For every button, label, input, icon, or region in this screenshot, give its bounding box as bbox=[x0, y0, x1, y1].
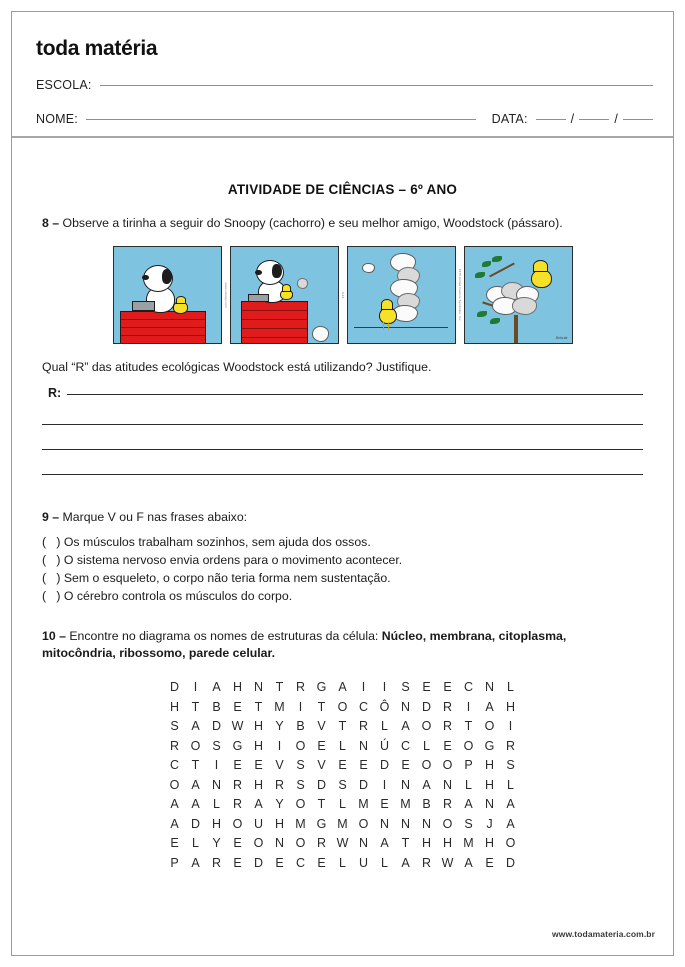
woodstock-tuft bbox=[176, 296, 187, 304]
answer-line-3[interactable] bbox=[42, 449, 643, 450]
word-search-cell[interactable]: N bbox=[253, 680, 264, 695]
word-search-cell[interactable]: L bbox=[381, 719, 388, 734]
tree-leaf bbox=[475, 272, 485, 278]
word-search-cell[interactable]: C bbox=[400, 738, 411, 753]
word-search-cell[interactable]: L bbox=[423, 738, 430, 753]
list-item[interactable]: ( ) O cérebro controla os músculos do corpo. bbox=[42, 589, 293, 604]
word-search-cell[interactable]: H bbox=[484, 836, 495, 851]
word-search-cell[interactable]: D bbox=[211, 719, 222, 734]
word-search-cell[interactable]: A bbox=[212, 680, 221, 695]
word-search-cell[interactable]: A bbox=[191, 855, 200, 870]
question-10-statement bbox=[42, 628, 643, 664]
word-search-cell[interactable]: W bbox=[231, 719, 244, 734]
word-search-cell[interactable]: D bbox=[169, 680, 180, 695]
word-search-cell[interactable]: A bbox=[191, 797, 200, 812]
question-8-answer-area bbox=[42, 386, 643, 475]
word-search-cell[interactable]: Y bbox=[212, 836, 221, 851]
word-search-cell[interactable]: N bbox=[358, 738, 369, 753]
word-search-cell[interactable]: V bbox=[317, 758, 326, 773]
answer-first-row bbox=[42, 386, 643, 400]
word-search-cell[interactable]: L bbox=[381, 855, 388, 870]
word-search-cell[interactable]: C bbox=[295, 855, 306, 870]
tree-leaf bbox=[490, 318, 500, 324]
word-search-cell[interactable]: N bbox=[358, 836, 369, 851]
header-divider bbox=[12, 136, 673, 138]
word-search-cell[interactable]: A bbox=[170, 816, 179, 831]
word-search-cell[interactable]: J bbox=[486, 816, 493, 831]
woodstock-tuft bbox=[533, 260, 548, 272]
word-search-cell[interactable]: S bbox=[296, 758, 305, 773]
word-search-cell[interactable]: H bbox=[253, 777, 264, 792]
word-search-cell[interactable]: N bbox=[400, 777, 411, 792]
date-year-input[interactable] bbox=[623, 119, 653, 120]
word-search-cell[interactable]: O bbox=[232, 816, 243, 831]
comic-panel-3 bbox=[347, 246, 456, 344]
word-search-cell[interactable]: A bbox=[191, 719, 200, 734]
word-search-cell[interactable]: L bbox=[339, 797, 346, 812]
name-field-row bbox=[36, 112, 653, 126]
word-search-cell[interactable]: R bbox=[358, 719, 369, 734]
word-search-cell[interactable]: N bbox=[400, 816, 411, 831]
word-search-cell[interactable]: O bbox=[421, 758, 432, 773]
question-10 bbox=[42, 628, 643, 873]
word-search-cell[interactable]: O bbox=[253, 836, 264, 851]
word-search-cell[interactable]: D bbox=[190, 816, 201, 831]
word-search-cell[interactable]: E bbox=[233, 855, 242, 870]
word-search-cell[interactable]: H bbox=[505, 699, 516, 714]
crumpled-paper bbox=[312, 326, 329, 341]
word-search-cell[interactable]: S bbox=[506, 758, 515, 773]
word-search-cell[interactable]: G bbox=[316, 816, 327, 831]
word-search-cell[interactable]: B bbox=[212, 699, 221, 714]
school-label: ESCOLA: bbox=[36, 78, 92, 92]
snoopy-ear bbox=[162, 269, 173, 284]
word-search-cell[interactable]: T bbox=[317, 797, 326, 812]
word-search-cell[interactable]: O bbox=[421, 719, 432, 734]
answer-label: R: bbox=[48, 386, 62, 401]
word-search-cell[interactable]: A bbox=[506, 797, 515, 812]
question-9 bbox=[42, 509, 643, 605]
word-search-cell[interactable]: T bbox=[254, 699, 263, 714]
word-search-cell[interactable]: E bbox=[254, 758, 263, 773]
word-search-cell[interactable]: P bbox=[170, 855, 179, 870]
name-label: NOME: bbox=[36, 112, 78, 126]
comic-panel-1 bbox=[113, 246, 222, 344]
word-search-cell[interactable]: N bbox=[442, 777, 453, 792]
word-search-cell[interactable]: A bbox=[401, 719, 410, 734]
word-search-cell[interactable]: C bbox=[463, 680, 474, 695]
word-search-cell[interactable]: E bbox=[359, 758, 368, 773]
list-item[interactable]: ( ) O sistema nervoso envia ordens para o movimento acontecer. bbox=[42, 553, 403, 568]
word-search-cell[interactable]: A bbox=[401, 855, 410, 870]
word-search-cell[interactable]: N bbox=[400, 699, 411, 714]
word-search-cell[interactable]: A bbox=[170, 797, 179, 812]
artist-signature: Schulz bbox=[555, 335, 568, 341]
word-search-cell[interactable]: I bbox=[466, 699, 471, 714]
tree-leaf bbox=[477, 311, 487, 317]
word-search-row bbox=[164, 814, 521, 834]
crumpled-paper bbox=[297, 278, 309, 289]
word-search-cell[interactable]: N bbox=[421, 816, 432, 831]
word-search-cell[interactable]: H bbox=[211, 816, 222, 831]
question-9-statement bbox=[42, 509, 643, 526]
word-search-cell[interactable]: N bbox=[484, 797, 495, 812]
word-search-cell[interactable]: T bbox=[464, 719, 473, 734]
word-search-cell[interactable]: T bbox=[401, 836, 410, 851]
word-search-cell[interactable]: E bbox=[401, 758, 410, 773]
tree-leaf bbox=[492, 256, 502, 262]
word-search-cell[interactable]: L bbox=[339, 855, 346, 870]
word-search-row bbox=[164, 697, 521, 717]
word-search-cell[interactable]: R bbox=[295, 680, 306, 695]
word-search-cell[interactable]: S bbox=[338, 777, 347, 792]
word-search-cell[interactable]: O bbox=[505, 836, 516, 851]
word-search-row bbox=[164, 736, 521, 756]
tree-leaf bbox=[482, 261, 492, 267]
word-search-cell[interactable]: N bbox=[484, 680, 495, 695]
word-search-row bbox=[164, 794, 521, 814]
word-search-cell[interactable]: L bbox=[507, 680, 514, 695]
question-8-number: 8 – bbox=[42, 216, 60, 230]
brand-logo: toda matéria bbox=[36, 37, 158, 60]
word-search-cell[interactable]: A bbox=[191, 777, 200, 792]
date-month-input[interactable] bbox=[579, 119, 609, 120]
comic-panel-2 bbox=[230, 246, 339, 344]
word-search-cell[interactable]: E bbox=[443, 738, 452, 753]
word-search-cell[interactable]: D bbox=[316, 777, 327, 792]
word-search-cell[interactable]: E bbox=[275, 855, 284, 870]
word-search-cell[interactable]: A bbox=[338, 680, 347, 695]
word-search-cell[interactable]: M bbox=[274, 699, 285, 714]
question-8-text: Observe a tirinha a seguir do Snoopy (cachorro) e seu melhor amigo, Woodstock (pássaro). bbox=[62, 216, 563, 230]
word-search-cell[interactable]: L bbox=[213, 797, 220, 812]
word-search-cell[interactable]: U bbox=[358, 855, 369, 870]
word-search-cell[interactable]: S bbox=[464, 816, 473, 831]
word-search-cell[interactable]: E bbox=[338, 758, 347, 773]
word-search-cell[interactable]: O bbox=[442, 758, 453, 773]
word-search-cell[interactable]: I bbox=[382, 777, 387, 792]
word-search-cell[interactable]: E bbox=[317, 855, 326, 870]
question-8-prompt: Qual “R” das atitudes ecológicas Woodstock está utilizando? Justifique. bbox=[42, 360, 432, 375]
woodstock-tuft bbox=[282, 284, 291, 292]
question-8-statement bbox=[42, 215, 643, 232]
comic-credit-1: www.snoopy.com bbox=[223, 282, 228, 309]
word-search-cell[interactable]: B bbox=[296, 719, 305, 734]
word-search-cell[interactable]: I bbox=[382, 680, 387, 695]
word-search-cell[interactable]: H bbox=[169, 699, 180, 714]
question-10-number: 10 – bbox=[42, 628, 66, 643]
word-search-cell[interactable]: I bbox=[361, 680, 366, 695]
word-search-cell[interactable]: R bbox=[442, 699, 453, 714]
tree-trunk bbox=[514, 315, 518, 344]
word-search-cell[interactable]: O bbox=[337, 699, 348, 714]
word-search-cell[interactable]: O bbox=[190, 738, 201, 753]
word-search-cell[interactable]: O bbox=[463, 738, 474, 753]
word-search-cell[interactable]: E bbox=[170, 836, 179, 851]
ground-line bbox=[354, 327, 448, 328]
word-search-cell[interactable]: S bbox=[401, 680, 410, 695]
word-search-cell[interactable]: N bbox=[274, 836, 285, 851]
word-search-cell[interactable]: T bbox=[191, 699, 200, 714]
comic-strip bbox=[113, 246, 573, 344]
word-search-cell[interactable]: M bbox=[463, 836, 474, 851]
comic-gutter-2 bbox=[339, 246, 347, 344]
list-item[interactable]: ( ) Os músculos trabalham sozinhos, sem ajuda dos ossos. bbox=[42, 534, 371, 549]
word-search-cell[interactable]: R bbox=[232, 777, 243, 792]
word-search-cell[interactable]: M bbox=[400, 797, 411, 812]
answer-line-1[interactable] bbox=[67, 394, 643, 395]
word-search-cell[interactable]: O bbox=[442, 816, 453, 831]
school-input-line[interactable] bbox=[100, 85, 653, 86]
word-search-cell[interactable]: Y bbox=[275, 797, 284, 812]
word-search-cell[interactable]: S bbox=[296, 777, 305, 792]
crumpled-paper bbox=[362, 263, 375, 274]
word-search-cell[interactable]: L bbox=[507, 777, 514, 792]
comic-gutter-1 bbox=[222, 246, 230, 344]
word-search-cell[interactable]: D bbox=[358, 777, 369, 792]
word-search-cell[interactable]: R bbox=[421, 855, 432, 870]
page-title: ATIVIDADE DE CIÊNCIAS – 6º ANO bbox=[227, 182, 458, 197]
list-item[interactable]: ( ) Sem o esqueleto, o corpo não teria forma nem sustentação. bbox=[42, 571, 391, 586]
word-search-cell[interactable]: E bbox=[422, 680, 431, 695]
typewriter bbox=[132, 301, 155, 311]
word-search-cell[interactable]: O bbox=[169, 777, 180, 792]
word-search-cell[interactable]: U bbox=[253, 816, 264, 831]
word-search-cell[interactable]: O bbox=[295, 738, 306, 753]
snoopy-ear bbox=[272, 264, 282, 278]
date-separator-2: / bbox=[614, 112, 618, 126]
word-search-cell[interactable]: G bbox=[484, 738, 495, 753]
word-search-cell[interactable]: G bbox=[232, 738, 243, 753]
nest-paper bbox=[512, 297, 538, 314]
comic-credit-3: 1975 United Feature Syndicate, Inc. bbox=[457, 269, 462, 322]
word-search-cell[interactable]: H bbox=[484, 777, 495, 792]
word-search-cell[interactable]: T bbox=[317, 699, 326, 714]
word-search-cell[interactable]: C bbox=[358, 699, 369, 714]
word-search-cell[interactable]: O bbox=[295, 836, 306, 851]
word-search-cell[interactable]: R bbox=[232, 797, 243, 812]
question-10-text: Encontre no diagrama os nomes de estruturas da célula: bbox=[69, 628, 382, 643]
woodstock-tuft bbox=[381, 299, 394, 310]
word-search-cell[interactable]: T bbox=[191, 758, 200, 773]
word-search-row bbox=[164, 716, 521, 736]
school-field-row bbox=[36, 78, 653, 92]
word-search-cell[interactable]: R bbox=[442, 797, 453, 812]
word-search-cell[interactable]: L bbox=[339, 738, 346, 753]
word-search-cell[interactable]: H bbox=[442, 836, 453, 851]
word-search-cell[interactable]: L bbox=[192, 836, 199, 851]
word-search-cell[interactable]: E bbox=[233, 758, 242, 773]
question-9-list bbox=[42, 533, 643, 606]
word-search-cell[interactable]: H bbox=[484, 758, 495, 773]
word-search-cell[interactable]: A bbox=[380, 836, 389, 851]
word-search-cell[interactable]: H bbox=[253, 719, 264, 734]
word-search-cell[interactable]: A bbox=[422, 777, 431, 792]
word-search-cell[interactable]: C bbox=[169, 758, 180, 773]
word-search-cell[interactable]: D bbox=[421, 699, 432, 714]
typewriter bbox=[248, 294, 269, 303]
word-search-cell[interactable]: T bbox=[275, 680, 284, 695]
word-search-cell[interactable]: A bbox=[254, 797, 263, 812]
word-search-cell[interactable]: H bbox=[253, 738, 264, 753]
name-input-line[interactable] bbox=[86, 119, 476, 120]
word-search-cell[interactable]: S bbox=[212, 738, 221, 753]
word-search-cell[interactable]: N bbox=[211, 777, 222, 792]
date-label: DATA: bbox=[491, 112, 528, 126]
date-separator-1: / bbox=[570, 112, 575, 126]
answer-line-2[interactable] bbox=[42, 424, 643, 425]
word-search-cell[interactable]: S bbox=[170, 719, 179, 734]
word-search-cell[interactable]: H bbox=[274, 816, 285, 831]
word-search-cell[interactable]: Ô bbox=[379, 699, 390, 714]
word-search-cell[interactable]: R bbox=[505, 738, 516, 753]
word-search-cell[interactable]: E bbox=[233, 836, 242, 851]
word-search-cell[interactable]: I bbox=[508, 719, 513, 734]
comic-gutter-3 bbox=[456, 246, 464, 344]
word-search-cell[interactable]: H bbox=[421, 836, 432, 851]
word-search-cell[interactable]: G bbox=[316, 680, 327, 695]
word-search-row bbox=[164, 833, 521, 853]
word-search-cell[interactable]: P bbox=[464, 758, 473, 773]
word-search-cell[interactable]: R bbox=[316, 836, 327, 851]
word-search-cell[interactable]: D bbox=[379, 758, 390, 773]
question-10-word-list: Núcleo, membrana, citoplasma, mitocôndria, ribossomo, parede celular. bbox=[42, 628, 567, 661]
snoopy-nose bbox=[142, 275, 148, 280]
question-9-number: 9 – bbox=[42, 510, 60, 525]
doghouse-shape bbox=[120, 311, 206, 344]
word-search-cell[interactable]: T bbox=[338, 719, 347, 734]
word-search-cell[interactable]: M bbox=[358, 797, 369, 812]
word-search-cell[interactable]: R bbox=[274, 777, 285, 792]
word-search-cell[interactable]: W bbox=[336, 836, 349, 851]
word-search-cell[interactable]: D bbox=[253, 855, 264, 870]
word-search-cell[interactable]: R bbox=[442, 719, 453, 734]
word-search-cell[interactable]: I bbox=[193, 680, 198, 695]
word-search-cell[interactable]: A bbox=[464, 797, 473, 812]
word-search-cell[interactable]: I bbox=[214, 758, 219, 773]
doghouse-shape bbox=[241, 301, 307, 343]
word-search-cell[interactable]: A bbox=[506, 816, 515, 831]
comic-panel-4 bbox=[464, 246, 573, 344]
word-search-cell[interactable]: E bbox=[317, 738, 326, 753]
answer-line-4[interactable] bbox=[42, 474, 643, 475]
question-8 bbox=[42, 215, 643, 475]
word-search-cell[interactable]: H bbox=[232, 680, 243, 695]
word-search-cell[interactable]: I bbox=[277, 738, 282, 753]
word-search-row bbox=[164, 677, 521, 697]
word-search-cell[interactable]: V bbox=[275, 758, 284, 773]
word-search-cell[interactable]: O bbox=[358, 816, 369, 831]
word-search-cell[interactable]: L bbox=[465, 777, 472, 792]
word-search-cell[interactable]: Ú bbox=[379, 738, 390, 753]
date-day-input[interactable] bbox=[536, 119, 566, 120]
word-search-cell[interactable]: A bbox=[485, 699, 494, 714]
word-search-cell[interactable]: N bbox=[379, 816, 390, 831]
word-search-cell[interactable]: E bbox=[443, 680, 452, 695]
word-search-cell[interactable]: R bbox=[211, 855, 222, 870]
snoopy-nose bbox=[255, 270, 261, 275]
word-search-row bbox=[164, 775, 521, 795]
word-search-cell[interactable]: E bbox=[485, 855, 494, 870]
word-search-grid[interactable] bbox=[164, 677, 521, 872]
word-search-cell[interactable]: I bbox=[298, 699, 303, 714]
word-search-cell[interactable]: D bbox=[505, 855, 516, 870]
worksheet-header bbox=[12, 12, 673, 136]
date-field-group bbox=[492, 112, 653, 126]
word-search-cell[interactable]: M bbox=[295, 816, 306, 831]
word-search-cell[interactable]: Y bbox=[275, 719, 284, 734]
word-search-cell[interactable]: R bbox=[169, 738, 180, 753]
word-search-cell[interactable]: A bbox=[464, 855, 473, 870]
word-search-cell[interactable]: E bbox=[380, 797, 389, 812]
word-search-cell[interactable]: V bbox=[317, 719, 326, 734]
word-search-cell[interactable]: B bbox=[422, 797, 431, 812]
question-9-text: Marque V ou F nas frases abaixo: bbox=[62, 510, 248, 525]
comic-credit-2: 3-24 bbox=[340, 292, 345, 299]
word-search-cell[interactable]: M bbox=[337, 816, 348, 831]
word-search-cell[interactable]: O bbox=[295, 797, 306, 812]
worksheet-content bbox=[12, 140, 673, 872]
word-search-cell[interactable]: O bbox=[484, 719, 495, 734]
word-search-cell[interactable]: W bbox=[441, 855, 454, 870]
word-search-cell[interactable]: E bbox=[233, 699, 242, 714]
footer-url: www.todamateria.com.br bbox=[552, 929, 655, 939]
word-search-row bbox=[164, 755, 521, 775]
word-search-row bbox=[164, 853, 521, 873]
tree-branch bbox=[489, 262, 514, 277]
